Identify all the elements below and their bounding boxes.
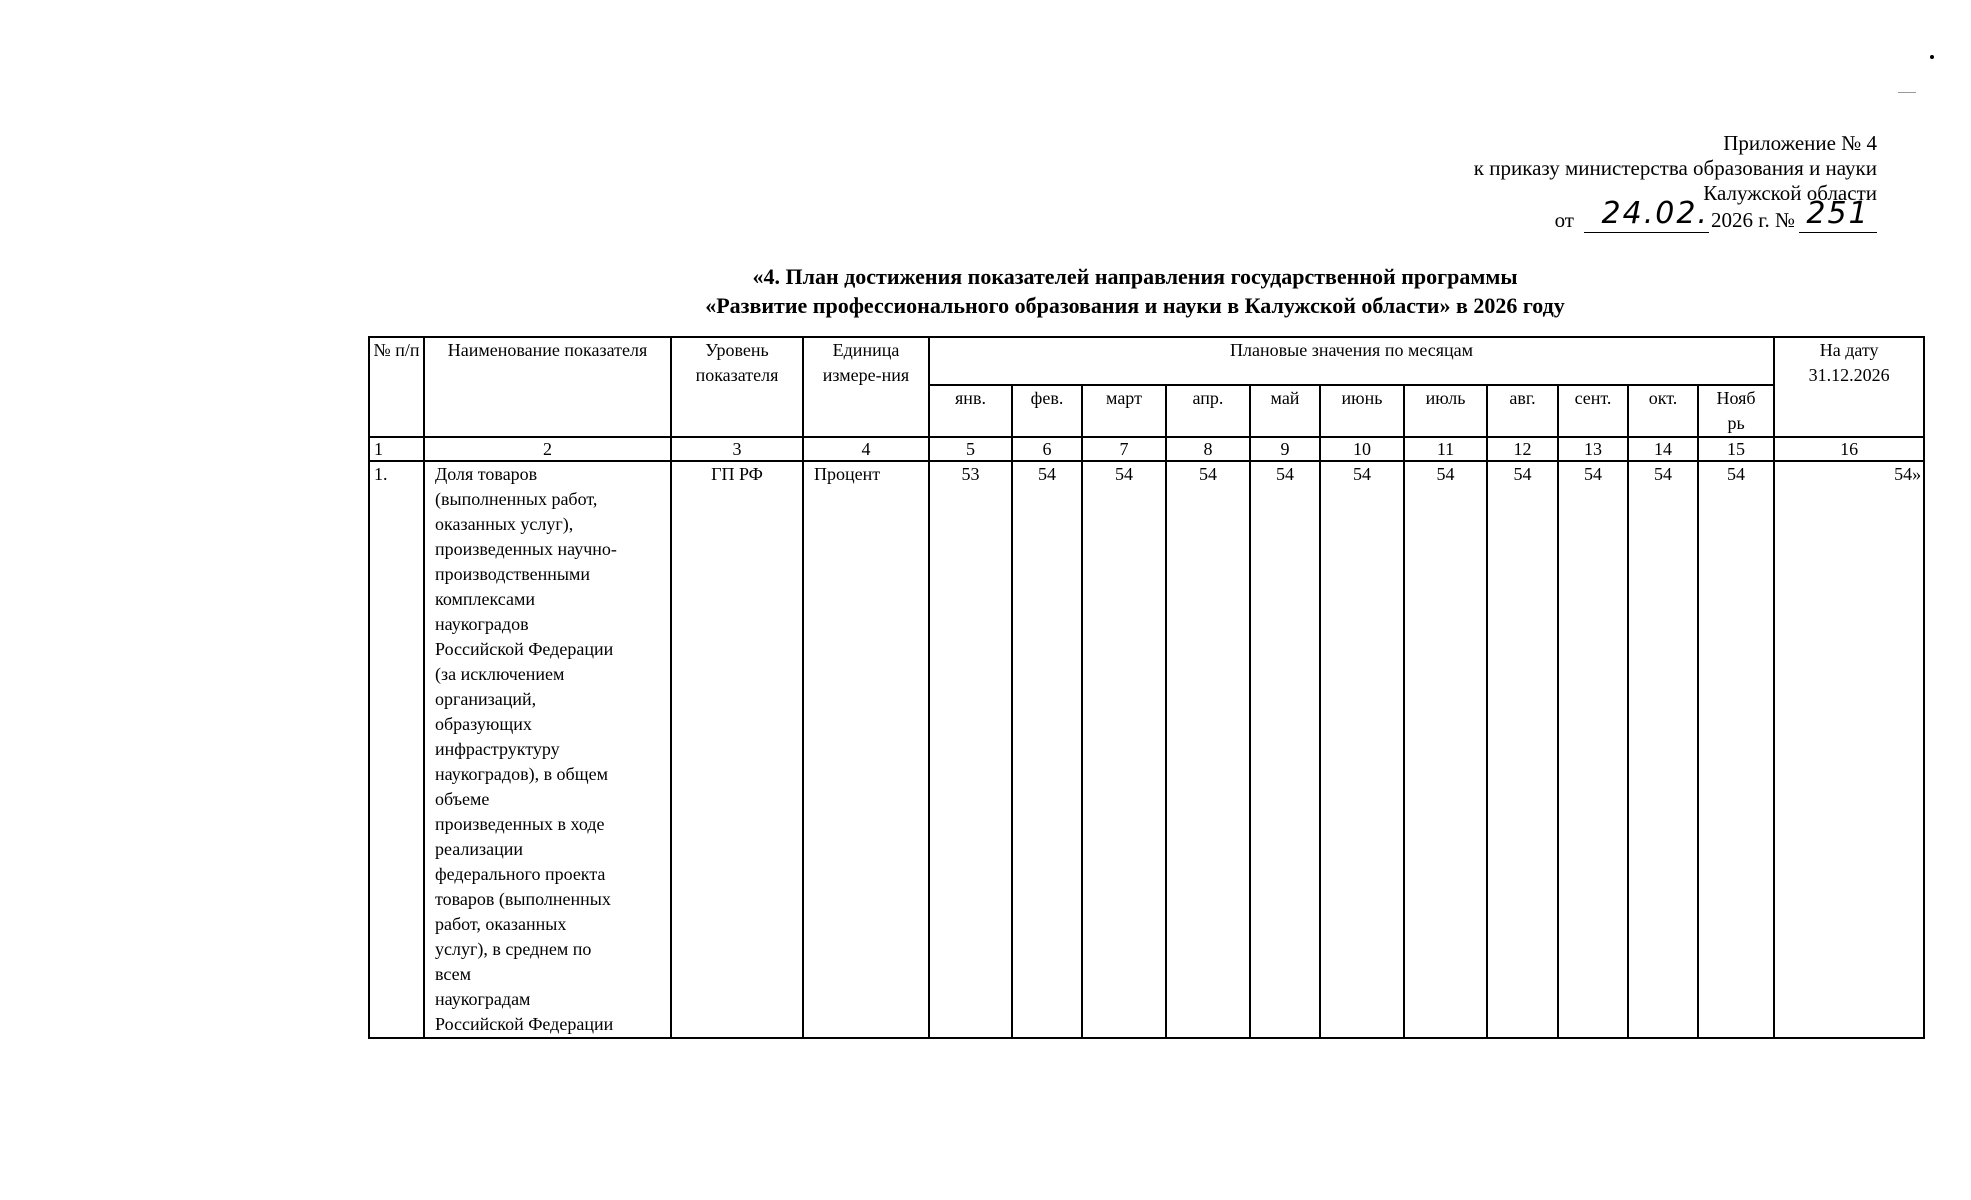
column-number-row xyxy=(369,437,1924,461)
handwritten-date: 24.02. xyxy=(1601,196,1709,231)
month-feb: фев. xyxy=(1012,385,1082,437)
indicator-unit: Процент xyxy=(803,461,929,1038)
value-jul: 54 xyxy=(1404,461,1487,1038)
column-number: 9 xyxy=(1250,437,1320,461)
title-line-1: «4. План достижения показателей направления государственной программы xyxy=(752,264,1518,289)
month-may: май xyxy=(1250,385,1320,437)
title-line-2: «Развитие профессионального образования и науки в Калужской области» в 2026 году xyxy=(705,293,1565,318)
scan-mark xyxy=(1898,92,1916,93)
month-sep: сент. xyxy=(1558,385,1628,437)
month-nov: Нояб рь xyxy=(1698,385,1774,437)
column-number: 3 xyxy=(671,437,803,461)
value-apr: 54 xyxy=(1166,461,1250,1038)
indicator-name-line: Российской Федерации xyxy=(435,639,614,659)
indicator-name-line: Доля товаров xyxy=(435,464,538,484)
col-header-date: На дату 31.12.2026 xyxy=(1774,337,1924,437)
number-field xyxy=(1799,196,1877,233)
value-mar: 54 xyxy=(1082,461,1166,1038)
col-header-plan: Плановые значения по месяцам xyxy=(929,337,1774,385)
header-row-1 xyxy=(369,337,1924,385)
month-mar: март xyxy=(1082,385,1166,437)
indicator-name-line: наукоградам xyxy=(435,989,531,1009)
column-number: 10 xyxy=(1320,437,1404,461)
value-jun: 54 xyxy=(1320,461,1404,1038)
indicator-name-line: Российской Федерации xyxy=(435,1014,614,1034)
column-number: 5 xyxy=(929,437,1012,461)
indicator-name-line: федерального проекта xyxy=(435,864,606,884)
region-line: Калужской области xyxy=(1703,181,1877,205)
indicator-name-line: наукоградов), в общем xyxy=(435,764,608,784)
indicator-name-line: реализации xyxy=(435,839,523,859)
month-apr: апр. xyxy=(1166,385,1250,437)
col-header-name: Наименование показателя xyxy=(424,337,671,437)
column-number: 2 xyxy=(424,437,671,461)
row-number: 1. xyxy=(369,461,424,1038)
column-number: 15 xyxy=(1698,437,1774,461)
indicator-name-line: оказанных услуг), xyxy=(435,514,574,534)
indicator-name-line: произведенных в ходе xyxy=(435,814,605,834)
month-jan: янв. xyxy=(929,385,1012,437)
date-field xyxy=(1584,196,1709,233)
col-header-unit: Единица измере-ния xyxy=(803,337,929,437)
indicator-name-line: произведенных научно- xyxy=(435,539,617,559)
table-row xyxy=(369,461,1924,1038)
column-number: 7 xyxy=(1082,437,1166,461)
indicator-name-line: услуг), в среднем по xyxy=(435,939,592,959)
indicator-name-line: объеме xyxy=(435,789,490,809)
indicator-name-line: всем xyxy=(435,964,471,984)
column-number: 4 xyxy=(803,437,929,461)
indicator-name-line: организаций, xyxy=(435,689,537,709)
month-jul: июль xyxy=(1404,385,1487,437)
indicator-name-line: образующих xyxy=(435,714,532,734)
month-jun: июнь xyxy=(1320,385,1404,437)
value-feb: 54 xyxy=(1012,461,1082,1038)
value-jan: 53 xyxy=(929,461,1012,1038)
indicator-name xyxy=(424,461,671,1038)
month-aug: авг. xyxy=(1487,385,1558,437)
indicator-level: ГП РФ xyxy=(671,461,803,1038)
col-header-num: № п/п xyxy=(369,337,424,437)
value-nov: 54 xyxy=(1698,461,1774,1038)
value-aug: 54 xyxy=(1487,461,1558,1038)
order-line: к приказу министерства образования и науки xyxy=(1473,156,1877,180)
indicator-name-line: комплексами xyxy=(435,589,536,609)
column-number: 8 xyxy=(1166,437,1250,461)
value-sep: 54 xyxy=(1558,461,1628,1038)
appendix-header xyxy=(1277,131,1877,233)
column-number: 1 xyxy=(369,437,424,461)
value-year-end: 54» xyxy=(1774,461,1924,1038)
indicator-name-line: (за исключением xyxy=(435,664,565,684)
scan-dot xyxy=(1930,55,1934,59)
value-may: 54 xyxy=(1250,461,1320,1038)
column-number: 12 xyxy=(1487,437,1558,461)
document-title xyxy=(365,262,1905,320)
indicator-name-line: товаров (выполненных xyxy=(435,889,611,909)
appendix-title: Приложение № 4 xyxy=(1723,131,1877,155)
month-oct: окт. xyxy=(1628,385,1698,437)
column-number: 16 xyxy=(1774,437,1924,461)
column-number: 13 xyxy=(1558,437,1628,461)
indicator-name-line: (выполненных работ, xyxy=(435,489,598,509)
plan-table xyxy=(368,336,1925,1039)
column-number: 14 xyxy=(1628,437,1698,461)
column-number: 6 xyxy=(1012,437,1082,461)
from-label: от xyxy=(1554,208,1574,232)
indicator-name-line: производственными xyxy=(435,564,591,584)
order-date-row xyxy=(1277,196,1877,233)
indicator-name-line: инфраструктуру xyxy=(435,739,560,759)
indicator-name-line: наукоградов xyxy=(435,614,529,634)
column-number: 11 xyxy=(1404,437,1487,461)
indicator-name-line: работ, оказанных xyxy=(435,914,567,934)
handwritten-number: 251 xyxy=(1806,196,1870,231)
value-oct: 54 xyxy=(1628,461,1698,1038)
year-label: 2026 г. № xyxy=(1710,208,1795,232)
col-header-level: Уровень показателя xyxy=(671,337,803,437)
